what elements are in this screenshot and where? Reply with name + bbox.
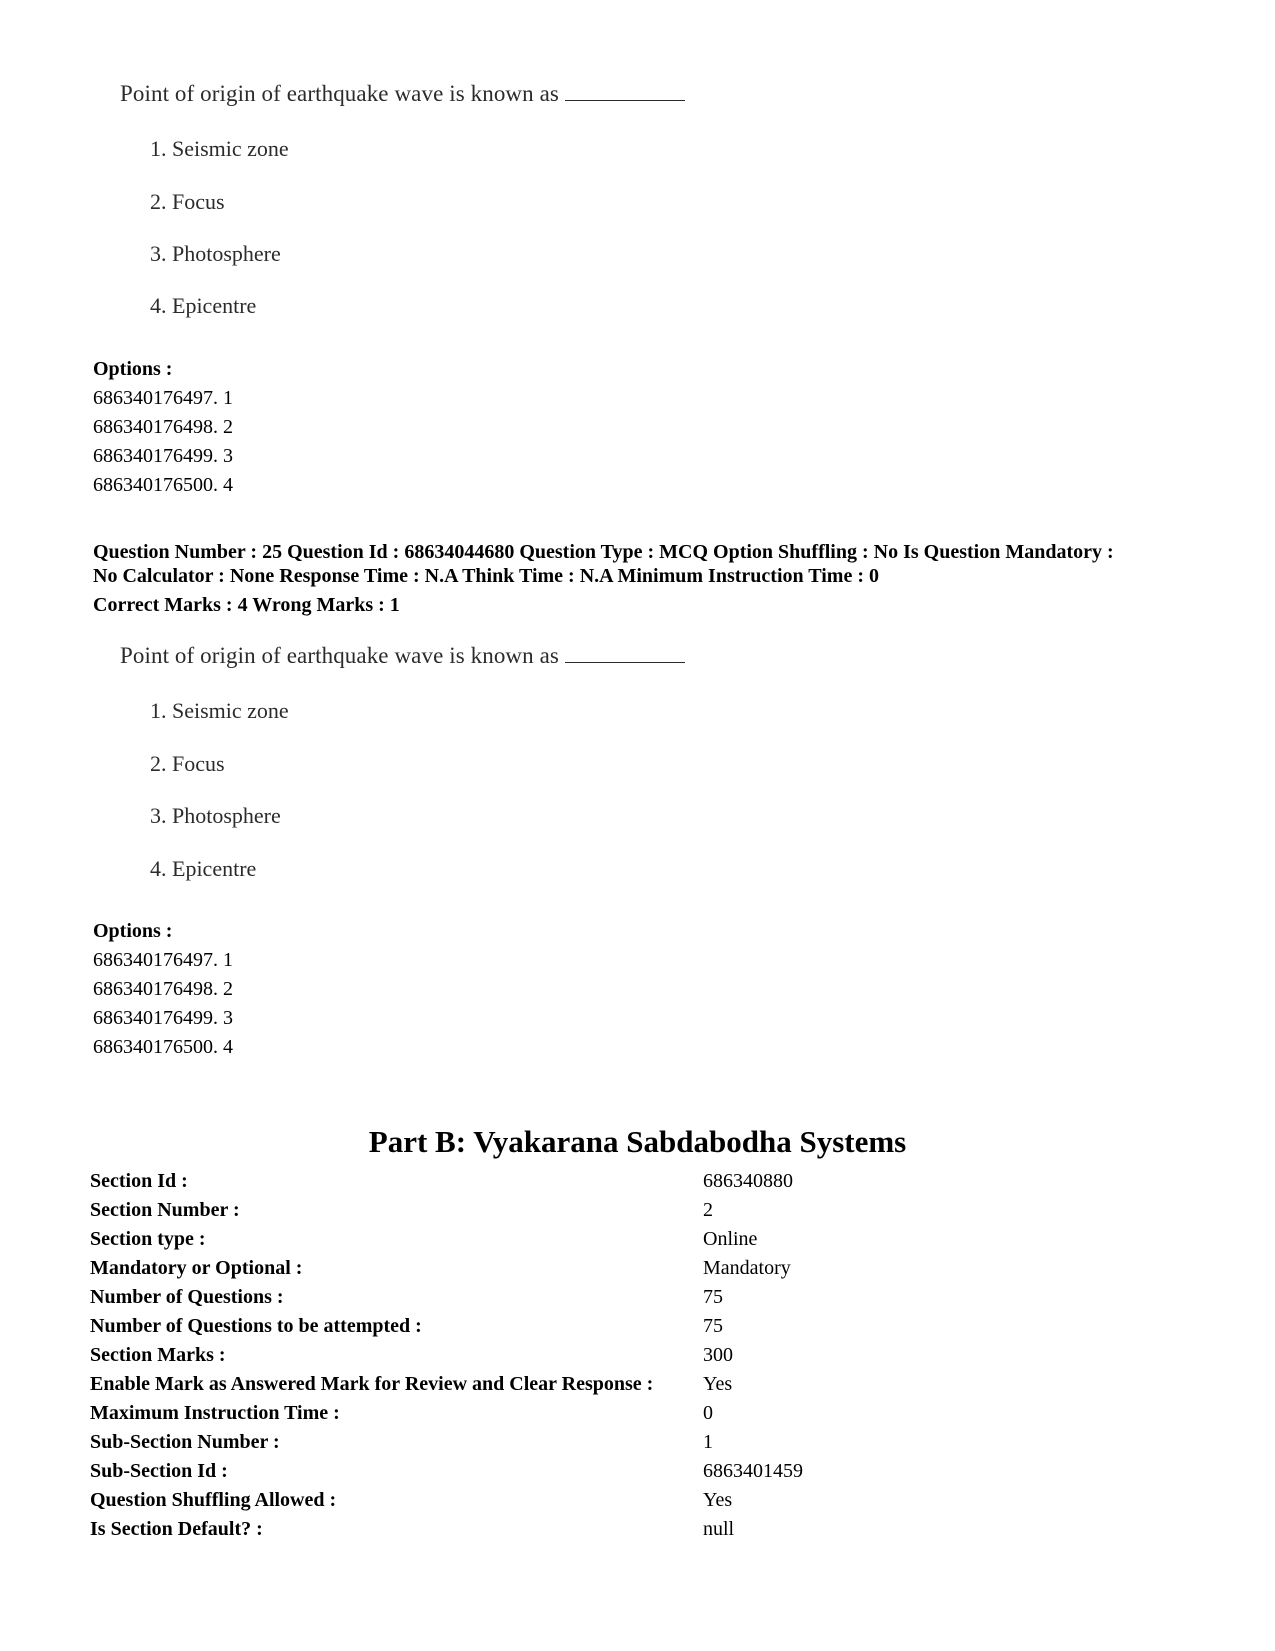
section-marks-value: 300 [703,1344,733,1366]
number-of-questions-label: Number of Questions : [90,1286,284,1308]
choice-item: 1. Seismic zone [150,136,289,161]
option-id: 686340176498. 2 [93,416,233,438]
sub-section-number-label: Sub-Section Number : [90,1431,280,1453]
sub-section-id-value: 6863401459 [703,1460,803,1482]
section-marks-label: Section Marks : [90,1344,226,1366]
mandatory-optional-label: Mandatory or Optional : [90,1257,303,1279]
question-meta-line-1: Question Number : 25 Question Id : 68634044680 Question Type : MCQ Option Shuffling : No Is Question Mandatory : [93,541,1114,563]
options-label: Options : [93,358,173,380]
section-type-label: Section type : [90,1228,206,1250]
max-instruction-time-label: Maximum Instruction Time : [90,1402,340,1424]
enable-mark-label: Enable Mark as Answered Mark for Review and Clear Response : [90,1373,654,1395]
option-id: 686340176497. 1 [93,949,233,971]
choice-item: 1. Seismic zone [150,698,289,723]
choice-item: 2. Focus [150,189,225,214]
question-shuffling-value: Yes [703,1489,733,1511]
option-id: 686340176499. 3 [93,445,233,467]
question-marks: Correct Marks : 4 Wrong Marks : 1 [93,594,400,616]
choice-item: 3. Photosphere [150,803,281,828]
question-meta-line-2: No Calculator : None Response Time : N.A Think Time : N.A Minimum Instruction Time : 0 [93,565,879,587]
answer-blank [565,80,685,101]
choice-item: 2. Focus [150,751,225,776]
option-id: 686340176498. 2 [93,978,233,1000]
enable-mark-value: Yes [703,1373,733,1395]
section-number-label: Section Number : [90,1199,240,1221]
mandatory-optional-value: Mandatory [703,1257,791,1279]
question-shuffling-label: Question Shuffling Allowed : [90,1489,337,1511]
sub-section-number-value: 1 [703,1431,713,1453]
questions-to-attempt-value: 75 [703,1315,723,1337]
answer-blank [565,642,685,663]
max-instruction-time-value: 0 [703,1402,713,1424]
section-title: Part B: Vyakarana Sabdabodha Systems [368,1124,907,1159]
section-default-value: null [703,1518,735,1540]
choice-item: 4. Epicentre [150,293,257,318]
option-id: 686340176497. 1 [93,387,233,409]
sub-section-id-label: Sub-Section Id : [90,1460,228,1482]
question-stem: Point of origin of earthquake wave is known as [120,642,685,669]
number-of-questions-value: 75 [703,1286,723,1308]
section-id-value: 686340880 [703,1170,793,1192]
questions-to-attempt-label: Number of Questions to be attempted : [90,1315,422,1337]
section-id-label: Section Id : [90,1170,188,1192]
section-type-value: Online [703,1228,758,1250]
option-id: 686340176499. 3 [93,1007,233,1029]
section-number-value: 2 [703,1199,713,1221]
option-id: 686340176500. 4 [93,474,233,496]
option-id: 686340176500. 4 [93,1036,233,1058]
options-label: Options : [93,920,173,942]
question-stem: Point of origin of earthquake wave is known as [120,80,685,107]
section-default-label: Is Section Default? : [90,1518,263,1540]
choice-item: 4. Epicentre [150,856,257,881]
choice-item: 3. Photosphere [150,241,281,266]
